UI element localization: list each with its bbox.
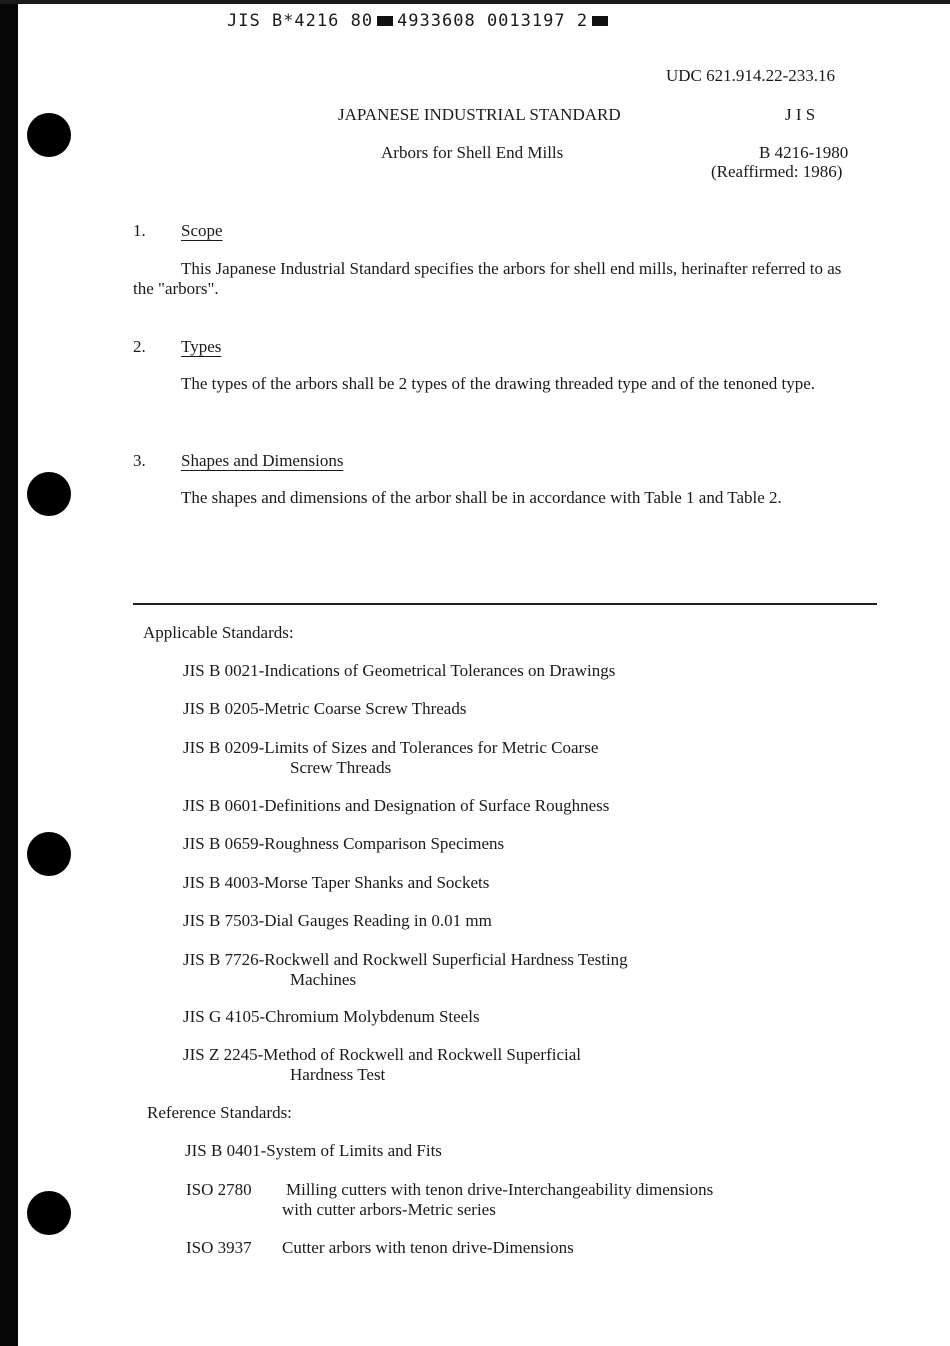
applicable-standard-item — [183, 950, 628, 990]
divider-rule — [133, 603, 877, 605]
scan-top-edge — [0, 0, 950, 4]
reference-standards-heading: Reference Standards: — [147, 1103, 292, 1122]
standard-line: JIS G 4105-Chromium Molybdenum Steels — [183, 1007, 480, 1026]
redaction-block-1 — [377, 16, 393, 26]
standard-number: B 4216-1980 — [759, 143, 849, 162]
section-3-body: The shapes and dimensions of the arbor shall be in accordance with Table 1 and Table 2. — [181, 488, 782, 507]
standard-line: JIS B 0021-Indications of Geometrical Tolerances on Drawings — [183, 661, 616, 680]
reference-standard-item — [185, 1141, 442, 1161]
standard-line: JIS B 0601-Definitions and Designation of Surface Roughness — [183, 796, 610, 815]
applicable-standard-item — [183, 834, 504, 854]
standard-line: JIS B 7726-Rockwell and Rockwell Superficial Hardness Testing — [183, 950, 628, 969]
scan-black-edge — [0, 0, 18, 1346]
applicable-standard-item — [183, 699, 466, 719]
org-heading: JAPANESE INDUSTRIAL STANDARD — [338, 105, 621, 124]
jis-mark: J I S — [785, 105, 816, 124]
iso-title: Cutter arbors with tenon drive-Dimensions — [282, 1238, 574, 1257]
standard-line: JIS B 0659-Roughness Comparison Specimens — [183, 834, 505, 853]
punch-hole-4 — [27, 1191, 71, 1235]
section-3-heading: Shapes and Dimensions — [181, 451, 344, 470]
reference-iso-item — [186, 1180, 714, 1220]
applicable-standard-item — [183, 873, 489, 893]
udc-number: UDC 621.914.22-233.16 — [666, 66, 836, 85]
section-2-body: The types of the arbors shall be 2 types of the drawing threaded type and of the tenoned type. — [181, 374, 815, 393]
document-title: Arbors for Shell End Mills — [381, 143, 564, 162]
standard-line: JIS Z 2245-Method of Rockwell and Rockwell Superficial — [183, 1045, 582, 1064]
punch-hole-3 — [27, 832, 71, 876]
iso-code: ISO 2780 — [186, 1180, 252, 1199]
standard-line-continued: Machines — [290, 970, 357, 989]
standard-line-continued: Hardness Test — [290, 1065, 386, 1084]
header-code-left: JIS B*4216 80 — [227, 11, 374, 31]
applicable-standard-item — [183, 1007, 480, 1027]
applicable-standard-item — [183, 911, 492, 931]
applicable-standard-item — [183, 796, 609, 816]
reference-iso-item — [186, 1238, 574, 1258]
applicable-standard-item — [183, 1045, 581, 1085]
iso-code: ISO 3937 — [186, 1238, 252, 1257]
redaction-block-2 — [592, 16, 608, 26]
standard-line: JIS B 4003-Morse Taper Shanks and Sockets — [183, 873, 490, 892]
standard-line: JIS B 7503-Dial Gauges Reading in 0.01 mm — [183, 911, 492, 930]
header-code-line — [227, 11, 612, 31]
section-2-heading: Types — [181, 337, 222, 356]
section-1-body: This Japanese Industrial Standard specifies the arbors for shell end mills, herinafter referred to as the "arbors". — [133, 259, 842, 298]
punch-hole-1 — [27, 113, 71, 157]
reaffirmed-date: (Reaffirmed: 1986) — [711, 162, 843, 181]
section-1-heading: Scope — [181, 221, 223, 240]
standard-line: JIS B 0401-System of Limits and Fits — [185, 1141, 442, 1160]
header-code-number: 4933608 0013197 2 — [397, 11, 589, 31]
standard-line: JIS B 0205-Metric Coarse Screw Threads — [183, 699, 467, 718]
standard-line-continued: Screw Threads — [290, 758, 392, 777]
applicable-standard-item — [183, 661, 615, 681]
iso-title-continued: with cutter arbors-Metric series — [282, 1200, 496, 1219]
punch-hole-2 — [27, 472, 71, 516]
section-2-number: 2. — [133, 337, 146, 356]
section-1-number: 1. — [133, 221, 146, 240]
standard-line: JIS B 0209-Limits of Sizes and Tolerances for Metric Coarse — [183, 738, 599, 757]
applicable-standards-heading: Applicable Standards: — [143, 623, 294, 642]
applicable-standard-item — [183, 738, 598, 778]
iso-title: Milling cutters with tenon drive-Interchangeability dimensions — [286, 1180, 714, 1199]
section-3-number: 3. — [133, 451, 146, 470]
